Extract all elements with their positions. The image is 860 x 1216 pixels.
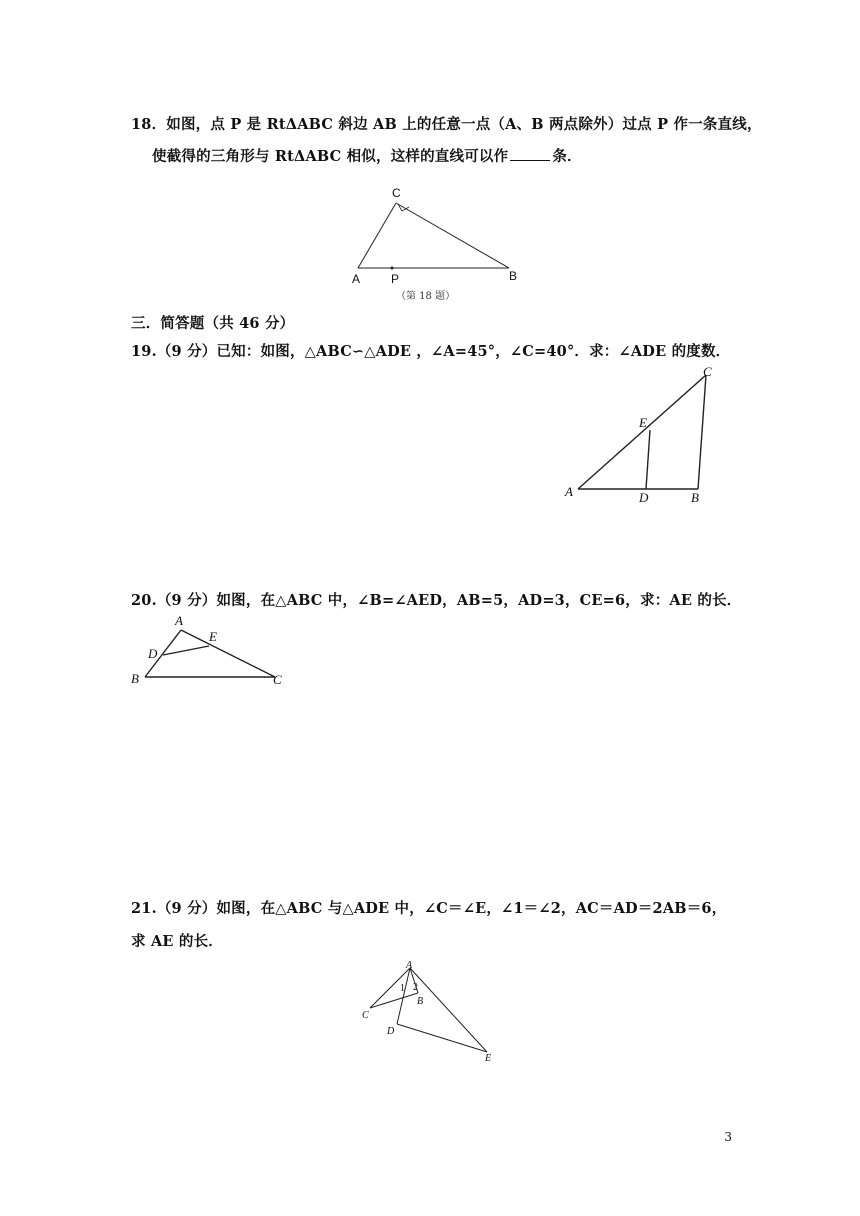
q18-text-line2-pre: 使截得的三角形与 RtΔABC 相似，这样的直线可以作 (152, 148, 509, 165)
q21-label-d: D (387, 1026, 395, 1037)
q19-segment-de (646, 430, 650, 489)
q20-label-c: C (273, 672, 282, 687)
q21-label-2: 2 (413, 982, 418, 993)
q20-side-ac (181, 630, 275, 677)
q21-text-line1: 21.（9 分）如图，在△ABC 与△ADE 中，∠C＝∠E，∠1＝∠2，AC＝AD＝2AB＝6， (131, 900, 727, 917)
q18-answer-blank[interactable] (510, 148, 550, 161)
page-number: 3 (724, 1130, 732, 1144)
section3-title: 三．简答题（共 46 分） (131, 315, 295, 332)
q19-label-e: E (639, 415, 647, 430)
q19-figure (560, 362, 730, 512)
q21-label-a: A (406, 960, 413, 971)
q20-label-d: D (148, 646, 158, 661)
q18-text-line2-post: 条． (552, 148, 582, 165)
q19-label-a: A (565, 484, 573, 499)
q21-label-1: 1 (400, 983, 405, 994)
q18-text-line1: 18．如图，点 P 是 RtΔABC 斜边 AB 上的任意一点（A、B 两点除外）过点 P 作一条直线， (131, 116, 762, 133)
q21-label-e: E (485, 1053, 492, 1064)
q20-segment-de (163, 646, 209, 655)
q20-text: 20.（9 分）如图，在△ABC 中，∠B=∠AED，AB=5，AD=3，CE=6，求：AE 的长． (131, 592, 742, 609)
q21-label-b: B (417, 996, 424, 1007)
q20-label-a: A (175, 613, 183, 628)
q20-label-e: E (209, 629, 217, 644)
q21-text-line2: 求 AE 的长． (131, 933, 223, 950)
q18-label-p: P (391, 272, 400, 286)
q21-label-c: C (362, 1010, 369, 1021)
q20-figure (125, 610, 295, 695)
q19-label-b: B (691, 490, 699, 505)
q19-side-ac (578, 375, 706, 489)
q18-figure-caption: （第 18 题） (396, 291, 456, 302)
q18-side-cb (396, 203, 509, 268)
q21-side-ae (410, 968, 487, 1052)
q21-figure (355, 958, 505, 1068)
q18-label-b: B (509, 269, 518, 283)
q19-side-cb (698, 375, 706, 489)
q18-figure (340, 185, 540, 305)
q19-label-d: D (639, 490, 649, 505)
q19-label-c: C (703, 364, 712, 379)
q18-label-a: A (352, 272, 361, 286)
q18-text-line2 (152, 145, 582, 166)
q19-text: 19.（9 分）已知：如图，△ABC∽△ADE ，∠A=45°，∠C=40°．求：∠ADE 的度数． (131, 343, 731, 360)
q18-point-p (391, 267, 394, 270)
q18-label-c: C (392, 186, 401, 200)
q18-side-ac (358, 203, 396, 268)
q20-label-b: B (131, 671, 139, 686)
